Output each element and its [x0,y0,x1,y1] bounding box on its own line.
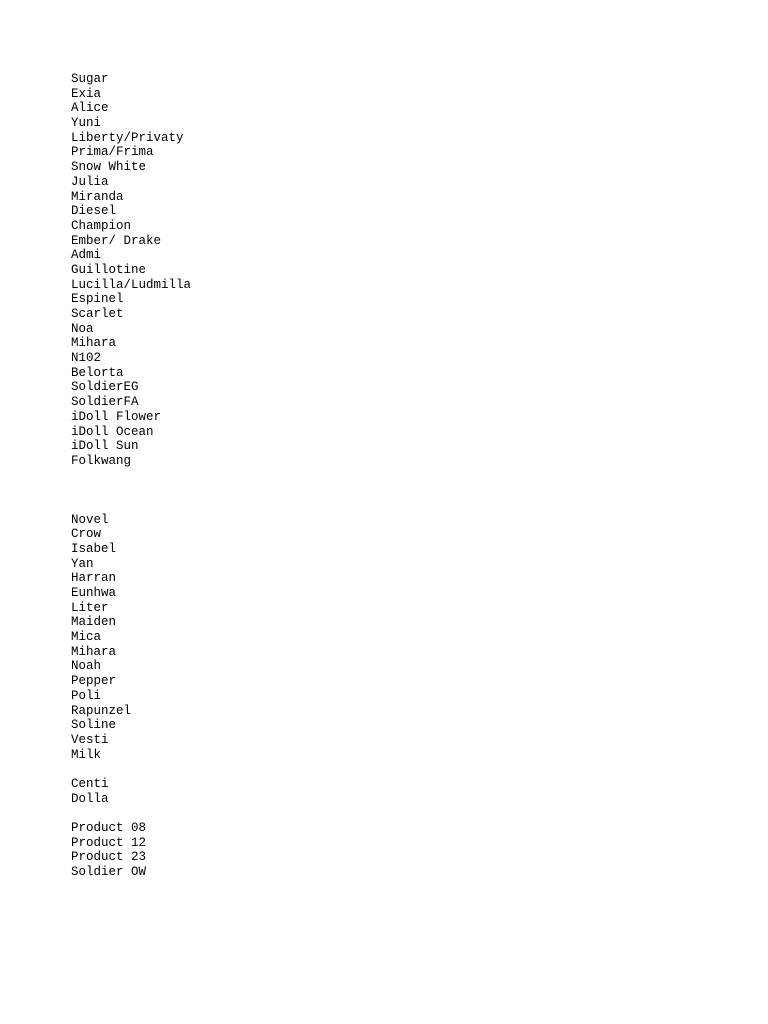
blank-space [71,469,731,513]
list-item: Noah [71,659,102,674]
list-item: SoldierEG [71,380,139,395]
list-item: Liberty/Privaty [71,130,184,145]
list-item: Noa [71,321,94,336]
list-item: Product 23 [71,850,147,865]
list-item: Maiden [71,615,117,630]
list-item: Diesel [71,204,117,219]
list-item: Belorta [71,365,124,380]
list-item: Admi [71,248,102,263]
list-item: Dolla [71,791,109,806]
list-item: iDoll Sun [71,439,139,454]
list-item: Champion [71,218,132,233]
list-item: Soldier OW [71,865,147,880]
list-item: iDoll Ocean [71,424,154,439]
list-item: Liter [71,600,109,615]
name-group-4 [71,821,731,880]
list-item: Miranda [71,189,124,204]
list-item: iDoll Flower [71,409,162,424]
name-group-1 [71,72,731,469]
list-item: Eunhwa [71,586,117,600]
list-item: Exia [71,86,102,101]
list-item: Novel [71,512,109,527]
list-item: Snow White [71,160,147,175]
name-group-2 [71,513,731,763]
list-item: Espinel [71,292,124,307]
list-item: Isabel [71,541,117,556]
list-item: Rapunzel [71,703,132,718]
list-item: Centi [71,776,109,791]
list-item: Prima/Frima [71,145,154,160]
list-item: Guillotine [71,262,147,277]
name-group-3 [71,777,731,806]
list-item: Product 08 [71,821,147,835]
list-item: Lucilla/Ludmilla [71,277,192,292]
blank-line [71,762,731,777]
list-item: Harran [71,571,117,586]
list-item: Alice [71,101,109,116]
list-item: Poli [71,688,102,703]
list-item: Ember/ Drake [71,233,162,248]
list-item: Yuni [71,116,102,131]
list-item: Folkwang [71,453,132,468]
list-item: N102 [71,351,102,366]
list-item: Milk [71,747,102,762]
list-item: Product 12 [71,835,147,850]
list-item: Yan [71,556,94,571]
list-item: Sugar [71,72,109,86]
list-item: Crow [71,527,102,542]
list-item: Mica [71,630,102,645]
list-item: Scarlet [71,307,124,321]
list-item: SoldierFA [71,395,139,410]
blank-line [71,806,731,821]
document-page [71,72,731,880]
list-item: Vesti [71,732,109,747]
list-item: Mihara [71,644,117,659]
list-item: Soline [71,718,117,733]
list-item: Pepper [71,674,117,689]
list-item: Julia [71,174,109,189]
list-item: Mihara [71,336,117,351]
